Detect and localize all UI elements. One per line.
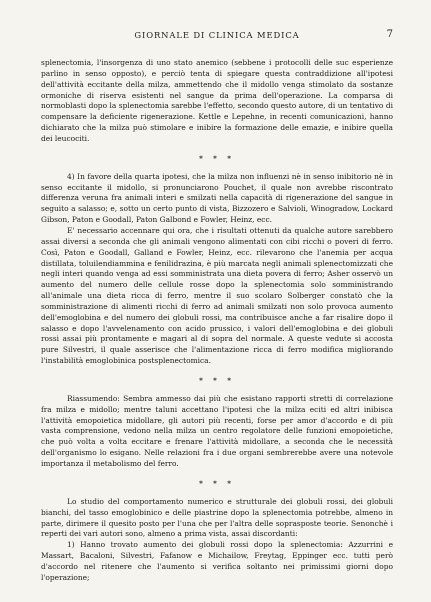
- section-divider: * * *: [199, 478, 235, 488]
- running-title: GIORNALE DI CLINICA MEDICA: [134, 30, 300, 40]
- list-paragraph: 1) Hanno trovato aumento dei globuli rossi dopo la splenectomia: Azzurrini e Massart, Bacaloni, Silvestri, Fafanow e Michailow, Freytag, Eppinger ecc. tutti però d'accordo nel ritenere che l'aumento si verifica soltanto nei primissimi giorni dopo l'operazione;: [41, 540, 393, 582]
- paragraph: E' necessario accennare qui ora, che i risultati ottenuti da qualche autore sarebbero assai diversi a seconda che gli animali vengono alimentati con cibi ricchi o poveri di ferro. Così, Paton e Goodall, Galland e Fowler, Heinz, ecc. rilevarono che l'anemia per acqua distillata, toluilendiammina e fenilidrazina, è più marcata negli animali splenectomizzati che negli interi quando venga ad essi somministrata una dieta povera di ferro; Asher osservò un aumento del numero delle cellule rosse dopo la splenectomia solo somministrando all'animale una dieta ricca di ferro, mentre il suo scolaro Solberger constatò che la somministrazione di alimenti ricchi di ferro ad animali smilzati non solo provoca aumento dell'emoglobina e del numero dei globuli rossi, ma contribuisce anche a far risalire dopo il salasso e dopo l'avvelenamento con acido prussico, i valori dell'emoglobina e dei globuli rossi assai più prontamente e magari al di sopra del normale. A queste vedute si accosta pure Silvestri, il quale asserisce che l'alimentazione ricca di ferro modifica migliorando l'instabilità emoglobinica postsplenectomica.: [41, 225, 393, 366]
- paragraph: Riassumendo: Sembra ammesso dai più che esistano rapporti stretti di correlazione fra milza e midollo; mentre taluni accettano l'ipotesi che la milza eciti ed altri inibisca l'attività emopoietica midollare, gli autori più recenti, forse per amor d'accordo e di più vasta comprensione, vedono nella milza un centro regolatore delle funzioni emopoietiche, che può volta a volta eccitare e frenare l'attività midollare, a seconda che le necessità dell'organismo lo esigano. Nelle relazioni fra i due organi sembrerebbe avere una notevole importanza il metabolismo del ferro.: [41, 393, 393, 468]
- page-number: 7: [386, 29, 393, 40]
- paragraph: 4) In favore della quarta ipotesi, che la milza non influenzi nè in senso inibitorio nè in senso eccitante il midollo, si pronunciarono Pouchet, il quale non avrebbe riscontrato differenza veruna fra animali interi e smilzati nella capacità di rigenerazione del sangue in seguito a salasso; e, sotto un certo punto di vista, Bizzozero e Salvioli, Winogradow, Lockard Gibson, Paton e Goodall, Paton Galbond e Fowler, Heinz, ecc.: [41, 171, 393, 225]
- section-divider: * * *: [199, 375, 235, 385]
- section-divider: * * *: [199, 153, 235, 163]
- paragraph: Lo studio del comportamento numerico e strutturale dei globuli rossi, dei globuli bianchi, del tasso emoglobinico e delle piastrine dopo la splenectomia potrebbe, almeno in parte, dirimere il quesito posto per l'una che per l'altra delle soprasposte teorie. Senonchè i reperti dei vari autori sono, almeno a prima vista, assai discordanti:: [41, 496, 393, 539]
- paragraph: splenectomia, l'insorgenza di uno stato anemico (sebbene i protocolli delle suc esperienze parlino in senso opposto), e perciò tenta di spiegare questa contraddizione all'ipotesi dell'attività eccitante della milza, ammettendo che il midollo venga stimolato da sostanze ormoniche di riserva esistenti nel sangue da prima dell'operazione. La comparsa di normoblasti dopo la splenectomia sarebbe l'effetto, secondo questo autore, di un tentativo di compensare la deficiente rigenerazione. Kettle e Lepehne, in recenti comunicazioni, hanno dichiarato che la milza può stimolare e inibire la formazione delle emazie, e inibire quella dei leucociti.: [41, 58, 393, 143]
- page-header: [41, 30, 393, 46]
